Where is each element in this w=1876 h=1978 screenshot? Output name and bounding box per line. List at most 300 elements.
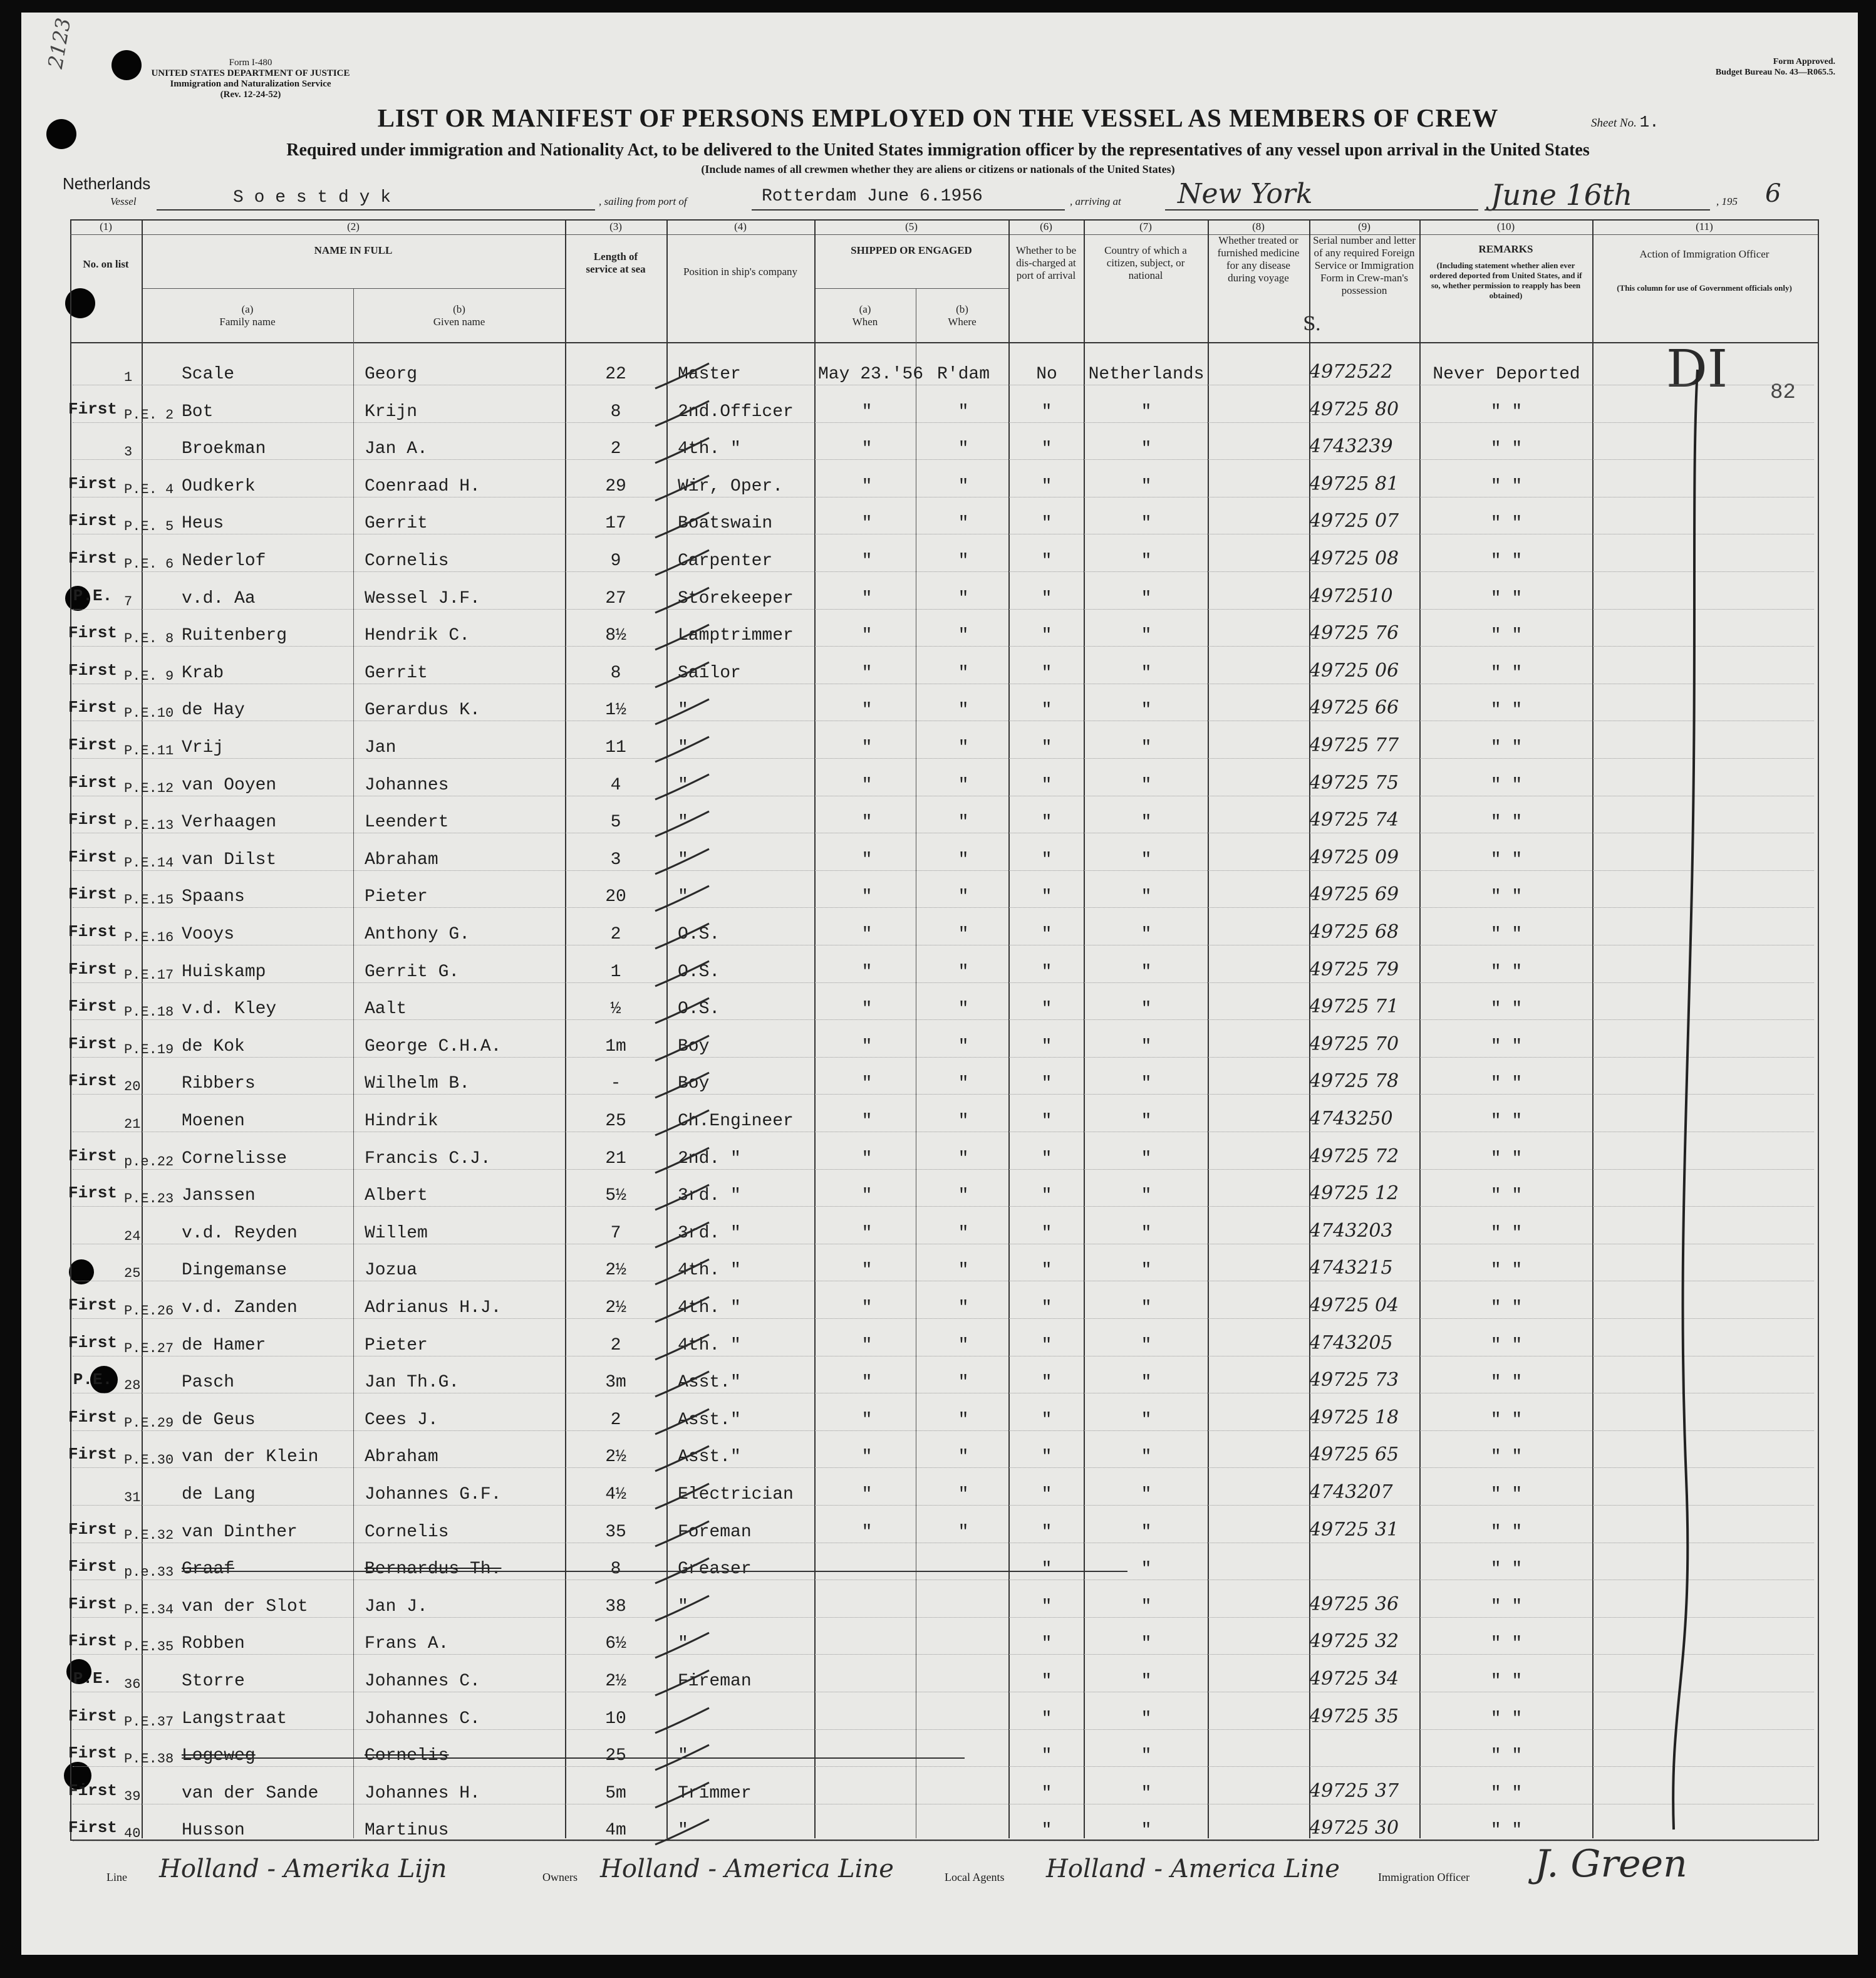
col-header-position: Position in ship's company	[683, 266, 798, 278]
row-prefix: First	[68, 922, 117, 941]
row-rule	[73, 870, 1814, 871]
crew-where: "	[958, 664, 969, 683]
crew-where: "	[958, 1523, 969, 1542]
crew-remarks: " "	[1490, 962, 1523, 982]
crew-position: Lamptrimmer	[678, 626, 794, 645]
col-header-when: (a) When	[852, 303, 878, 328]
check-mark	[651, 398, 714, 430]
check-mark	[651, 1742, 714, 1774]
crew-number: 36	[124, 1677, 141, 1692]
crew-country: "	[1141, 1485, 1152, 1504]
row-prefix: First	[68, 1632, 117, 1650]
column-separator	[565, 219, 566, 1838]
year-digit: 6	[1765, 179, 1781, 208]
crew-given: Coenraad H.	[365, 477, 480, 496]
crew-number: P.E.10	[124, 705, 174, 721]
crew-given: Krijn	[365, 402, 418, 422]
col-header-family-name: (a) Family name	[219, 303, 276, 328]
crew-given: Jan Th.G.	[365, 1373, 460, 1392]
crew-when: "	[861, 925, 873, 944]
crew-position: "	[678, 700, 688, 720]
crew-service: 2	[610, 439, 621, 459]
crew-country: "	[1141, 776, 1152, 795]
check-mark	[651, 1705, 714, 1737]
row-prefix: First	[68, 773, 117, 792]
crew-remarks: " "	[1490, 1410, 1523, 1430]
crew-disch: "	[1041, 439, 1052, 459]
crew-remarks: " "	[1490, 551, 1523, 571]
crew-service: 2½	[605, 1298, 626, 1318]
crew-service: 5	[610, 813, 621, 832]
crew-family: de Lang	[182, 1485, 256, 1504]
crew-serial: 49725 73	[1309, 1369, 1399, 1391]
crew-serial: 49725 07	[1309, 510, 1399, 532]
crew-position: 3rd. "	[678, 1186, 741, 1205]
crew-position: 4th. "	[678, 1298, 741, 1318]
crew-remarks: Never Deported	[1433, 365, 1580, 384]
crew-position: 3rd. "	[678, 1224, 741, 1243]
crew-number: 3	[124, 444, 133, 460]
crew-family: Broekman	[182, 439, 266, 459]
check-mark	[651, 361, 714, 392]
row-prefix: First	[68, 661, 117, 680]
crew-where: "	[958, 925, 969, 944]
crew-position: O.S.	[678, 925, 720, 944]
crew-family: Janssen	[182, 1186, 256, 1205]
crew-number: P.E.12	[124, 781, 174, 796]
crew-family: Bot	[182, 402, 214, 422]
crew-remarks: " "	[1490, 1559, 1523, 1579]
crew-family: Oudkerk	[182, 477, 256, 496]
crew-remarks: " "	[1490, 1373, 1523, 1392]
crew-where: "	[958, 738, 969, 757]
crew-family: Krab	[182, 664, 224, 683]
crew-family: v.d. Reyden	[182, 1224, 298, 1243]
row-prefix: First	[68, 1818, 117, 1837]
crew-given: Gerrit G.	[365, 962, 460, 982]
crew-family: v.d. Zanden	[182, 1298, 298, 1318]
col-num-4: (4)	[734, 221, 747, 232]
check-mark	[651, 1593, 714, 1625]
crew-position: Electrician	[678, 1485, 794, 1504]
crew-serial: 49725 68	[1309, 921, 1399, 943]
crew-where: "	[958, 1149, 969, 1169]
crew-number: P.E.32	[124, 1528, 174, 1543]
crew-given: Wessel J.F.	[365, 589, 480, 608]
crew-country: "	[1141, 999, 1152, 1019]
row-rule	[73, 1057, 1814, 1058]
crew-given: Cornelis	[365, 551, 449, 571]
crew-serial: 49725 65	[1309, 1444, 1399, 1465]
crew-disch: "	[1041, 1746, 1052, 1766]
row-rule	[73, 571, 1814, 572]
crew-serial: 4972510	[1309, 585, 1393, 607]
crew-service: 2½	[605, 1672, 626, 1691]
crew-position: Boy	[678, 1074, 710, 1093]
crew-remarks: " "	[1490, 1261, 1523, 1280]
crew-position: Wir, Oper.	[678, 477, 784, 496]
crew-family: Spaans	[182, 887, 245, 907]
col-num-9: (9)	[1358, 221, 1371, 232]
crew-when: "	[861, 999, 873, 1019]
crew-position: "	[678, 1597, 688, 1616]
crew-country: "	[1141, 664, 1152, 683]
crew-given: Johannes G.F.	[365, 1485, 502, 1504]
crew-where: "	[958, 1261, 969, 1280]
crew-given: Bernardus Th.	[365, 1559, 502, 1579]
footer-agents-value: Holland - America Line	[1046, 1855, 1340, 1883]
crew-when: "	[861, 1186, 873, 1205]
row-prefix: First	[68, 1445, 117, 1464]
crew-where: "	[958, 589, 969, 608]
crew-when: "	[861, 626, 873, 645]
arriving-port: New York	[1178, 178, 1313, 210]
crew-remarks: " "	[1490, 439, 1523, 459]
crew-when: "	[861, 1111, 873, 1131]
crew-family: van der Slot	[182, 1597, 308, 1616]
crew-service: -	[610, 1074, 621, 1093]
col-header-serial-number: Serial number and letter of any required Foreign Service or Immigration Form in Crew-man's possession	[1313, 234, 1416, 296]
crew-where: "	[958, 1186, 969, 1205]
crew-service: 9	[610, 551, 621, 571]
crew-given: Abraham	[365, 1447, 438, 1467]
footer-line-value: Holland - Amerika Lijn	[159, 1855, 447, 1883]
crew-position: "	[678, 887, 688, 907]
crew-position: Master	[678, 365, 741, 384]
crew-service: 6½	[605, 1634, 626, 1653]
row-prefix: First	[68, 698, 117, 717]
crew-position: 4th. "	[678, 1336, 741, 1355]
crew-where: "	[958, 477, 969, 496]
crew-service: 8½	[605, 626, 626, 645]
crew-when: "	[861, 1485, 873, 1504]
crew-disch: "	[1041, 1149, 1052, 1169]
crew-disch: "	[1041, 887, 1052, 907]
row-prefix: First	[68, 1744, 117, 1762]
crew-country: "	[1141, 626, 1152, 645]
crew-disch: "	[1041, 1186, 1052, 1205]
crew-family: v.d. Kley	[182, 999, 277, 1019]
check-mark	[651, 1108, 714, 1139]
crew-where: "	[958, 1037, 969, 1056]
row-prefix: First	[68, 1071, 117, 1090]
check-mark	[651, 1407, 714, 1438]
col-header-treated: Whether treated or furnished medicine for any disease during voyage	[1217, 234, 1300, 284]
crew-where: "	[958, 626, 969, 645]
sailing-port: Rotterdam June 6.1956	[762, 187, 983, 206]
crew-when: "	[861, 700, 873, 720]
crew-position: "	[678, 813, 688, 832]
crew-service: 27	[605, 589, 626, 608]
col-num-10: (10)	[1496, 221, 1515, 232]
check-mark	[651, 996, 714, 1027]
pen-stroke	[1604, 351, 1729, 1867]
crew-country: "	[1141, 813, 1152, 832]
crew-remarks: " "	[1490, 813, 1523, 832]
check-mark	[651, 1556, 714, 1587]
column-separator	[1084, 219, 1085, 1838]
crew-service: 5½	[605, 1186, 626, 1205]
crew-remarks: " "	[1490, 1074, 1523, 1093]
row-prefix: First	[68, 511, 117, 530]
crew-country: "	[1141, 1746, 1152, 1766]
crew-serial: 49725 78	[1309, 1070, 1399, 1092]
crew-disch: "	[1041, 925, 1052, 944]
col-header-shipped-or-engaged: SHIPPED OR ENGAGED	[851, 244, 972, 256]
crew-country: "	[1141, 589, 1152, 608]
crew-remarks: " "	[1490, 626, 1523, 645]
crew-when: "	[861, 1336, 873, 1355]
col-num-1: (1)	[100, 221, 112, 232]
crew-serial: 49725 18	[1309, 1407, 1399, 1429]
row-prefix: First	[68, 1557, 117, 1576]
crew-given: Pieter	[365, 887, 428, 907]
crew-country: "	[1141, 962, 1152, 982]
crew-position: Foreman	[678, 1523, 752, 1542]
crew-when: "	[861, 813, 873, 832]
crew-serial: 49725 81	[1309, 473, 1399, 495]
crew-where: "	[958, 439, 969, 459]
crew-number: P.E.26	[124, 1303, 174, 1319]
row-rule	[73, 1169, 1814, 1170]
row-prefix: First	[68, 960, 117, 979]
crew-country: "	[1141, 514, 1152, 533]
crew-country: "	[1141, 402, 1152, 422]
form-revision: (Rev. 12-24-52)	[220, 90, 281, 100]
row-prefix: First	[68, 1184, 117, 1202]
col-num-7: (7)	[1139, 221, 1152, 232]
crew-disch: "	[1041, 999, 1052, 1019]
crew-remarks: " "	[1490, 1821, 1523, 1840]
check-mark	[651, 473, 714, 504]
crew-given: Jozua	[365, 1261, 418, 1280]
row-prefix: P.E.	[73, 1669, 113, 1688]
crew-remarks: " "	[1490, 1634, 1523, 1653]
crew-given: Johannes H.	[365, 1784, 480, 1803]
crew-service: 8	[610, 402, 621, 422]
check-mark	[651, 1668, 714, 1699]
crew-disch: "	[1041, 1336, 1052, 1355]
row-rule	[73, 1729, 1814, 1730]
crew-given: Albert	[365, 1186, 428, 1205]
crew-remarks: " "	[1490, 1298, 1523, 1318]
crew-disch: "	[1041, 1447, 1052, 1467]
crew-number: P.E.37	[124, 1714, 174, 1730]
crew-disch: "	[1041, 1709, 1052, 1729]
row-rule	[73, 609, 1814, 610]
crew-disch: "	[1041, 1634, 1052, 1653]
approval-line: Form Approved.	[1773, 57, 1835, 66]
crew-serial: 49725 66	[1309, 697, 1399, 719]
crew-given: Gerrit	[365, 514, 428, 533]
crew-position: Boy	[678, 1037, 710, 1056]
crew-service: 20	[605, 887, 626, 907]
crew-when: "	[861, 1149, 873, 1169]
crew-number: P.E.14	[124, 855, 174, 871]
crew-where: "	[958, 1373, 969, 1392]
crew-disch: No	[1036, 365, 1057, 384]
crew-serial: 4972522	[1309, 361, 1393, 383]
footer-owners-value: Holland - America Line	[600, 1855, 894, 1883]
crew-serial: 4743205	[1309, 1332, 1393, 1354]
crew-service: 7	[610, 1224, 621, 1243]
col-header-length-of-service: Length of service at sea	[586, 251, 646, 275]
row-rule	[73, 1094, 1814, 1095]
crew-service: 2	[610, 1410, 621, 1430]
crew-country: "	[1141, 1224, 1152, 1243]
include-note: (Include names of all crewmen whether they are aliens or citizens or nationals of the United States)	[701, 163, 1175, 175]
crew-number: P.E. 4	[124, 482, 174, 497]
crew-service: 2	[610, 925, 621, 944]
crew-family: de Hamer	[182, 1336, 266, 1355]
crew-family: Heus	[182, 514, 224, 533]
form-number: Form I-480	[229, 58, 272, 68]
crew-service: 3	[610, 850, 621, 870]
crew-when: "	[861, 1298, 873, 1318]
crew-country: "	[1141, 1111, 1152, 1131]
crew-disch: "	[1041, 1111, 1052, 1131]
crew-when: "	[861, 664, 873, 683]
crew-number: P.E.38	[124, 1751, 174, 1767]
crew-number: 20	[124, 1079, 141, 1095]
crew-number: P.E.13	[124, 818, 174, 833]
crew-number: P.E.18	[124, 1004, 174, 1020]
crew-remarks: " "	[1490, 925, 1523, 944]
crew-remarks: " "	[1490, 700, 1523, 720]
check-mark	[651, 809, 714, 840]
crew-number: P.E.11	[124, 743, 174, 759]
check-mark	[651, 846, 714, 878]
crew-country: "	[1141, 477, 1152, 496]
crew-when: "	[861, 514, 873, 533]
row-rule	[73, 1505, 1814, 1506]
col-num-3: (3)	[609, 221, 622, 232]
crew-disch: "	[1041, 1373, 1052, 1392]
strike-through	[182, 1757, 965, 1759]
crew-family: van Dinther	[182, 1523, 298, 1542]
crew-position: Ch.Engineer	[678, 1111, 794, 1131]
crew-disch: "	[1041, 738, 1052, 757]
crew-remarks: " "	[1490, 999, 1523, 1019]
crew-disch: "	[1041, 850, 1052, 870]
crew-where: "	[958, 514, 969, 533]
crew-remarks: " "	[1490, 1336, 1523, 1355]
crew-service: 2½	[605, 1261, 626, 1280]
crew-where: "	[958, 776, 969, 795]
crew-when: "	[861, 402, 873, 422]
crew-where: R'dam	[936, 365, 990, 384]
crew-remarks: " "	[1490, 1523, 1523, 1542]
crew-service: 38	[605, 1597, 626, 1616]
crew-where: "	[958, 1224, 969, 1243]
crew-when: "	[861, 1037, 873, 1056]
crew-country: "	[1141, 439, 1152, 459]
page-subtitle: Required under immigration and Nationality Act, to be delivered to the United States immigration officer by the representatives of any vessel upon arrival in the United States	[286, 140, 1590, 160]
check-mark	[651, 1033, 714, 1064]
crew-service: 25	[605, 1111, 626, 1131]
crew-number: P.E. 2	[124, 407, 174, 423]
crew-serial: 49725 30	[1309, 1817, 1399, 1839]
crew-country: "	[1141, 887, 1152, 907]
sailing-label: , sailing from port of	[599, 195, 687, 207]
crew-disch: "	[1041, 664, 1052, 683]
date-underline	[1485, 209, 1710, 211]
crew-country: "	[1141, 850, 1152, 870]
crew-disch: "	[1041, 477, 1052, 496]
crew-position: "	[678, 1746, 688, 1766]
crew-country: "	[1141, 1597, 1152, 1616]
crew-remarks: " "	[1490, 514, 1523, 533]
crew-family: Graaf	[182, 1559, 235, 1579]
crew-disch: "	[1041, 1410, 1052, 1430]
row-rule	[73, 1318, 1814, 1319]
crew-given: Jan J.	[365, 1597, 428, 1616]
col-header-remarks-note: (Including statement whether alien ever ordered deported from United States, and if so, whether permission to reapply has been obtained)	[1429, 261, 1582, 300]
crew-family: Scale	[182, 365, 235, 384]
crew-number: 24	[124, 1229, 141, 1244]
crew-family: de Hay	[182, 700, 245, 720]
crew-service: 17	[605, 514, 626, 533]
row-prefix: First	[68, 1034, 117, 1053]
column-separator	[1419, 219, 1421, 1838]
crew-when: "	[861, 887, 873, 907]
crew-given: Anthony G.	[365, 925, 470, 944]
crew-given: Johannes C.	[365, 1672, 480, 1691]
column-separator	[1208, 219, 1209, 1838]
crew-number: p.e.33	[124, 1564, 174, 1580]
crew-where: "	[958, 1074, 969, 1093]
di-mark: DI	[1666, 340, 1728, 399]
crew-given: Wilhelm B.	[365, 1074, 470, 1093]
crew-number: 25	[124, 1266, 141, 1281]
crew-disch: "	[1041, 1224, 1052, 1243]
col-header-country: Country of which a citizen, subject, or national	[1104, 244, 1187, 281]
crew-disch: "	[1041, 1074, 1052, 1093]
crew-family: Vooys	[182, 925, 235, 944]
crew-country: "	[1141, 1037, 1152, 1056]
form-identification	[113, 58, 388, 100]
row-rule	[73, 1019, 1814, 1020]
crew-disch: "	[1041, 1485, 1052, 1504]
crew-when: "	[861, 1373, 873, 1392]
crew-country: "	[1141, 1373, 1152, 1392]
crew-position: Asst."	[678, 1410, 741, 1430]
crew-family: de Kok	[182, 1037, 245, 1056]
check-mark	[651, 1444, 714, 1475]
crew-serial: 49725 37	[1309, 1780, 1399, 1802]
crew-number: P.E.19	[124, 1042, 174, 1058]
row-prefix: First	[68, 848, 117, 867]
crew-disch: "	[1041, 1523, 1052, 1542]
crew-remarks: " "	[1490, 1224, 1523, 1243]
crew-family: de Geus	[182, 1410, 256, 1430]
crew-where: "	[958, 1298, 969, 1318]
col-num-5: (5)	[905, 221, 918, 232]
check-mark	[651, 959, 714, 990]
crew-serial: 49725 80	[1309, 398, 1399, 420]
check-mark	[651, 1257, 714, 1288]
crew-number: 39	[124, 1789, 141, 1804]
crew-given: Adrianus H.J.	[365, 1298, 502, 1318]
column-separator	[142, 219, 143, 1838]
crew-service: 1	[610, 962, 621, 982]
crew-country: "	[1141, 1634, 1152, 1653]
crew-family: van der Sande	[182, 1784, 319, 1803]
crew-country: "	[1141, 1186, 1152, 1205]
crew-disch: "	[1041, 1597, 1052, 1616]
row-rule	[73, 422, 1814, 423]
footer-officer-label: Immigration Officer	[1378, 1871, 1470, 1883]
